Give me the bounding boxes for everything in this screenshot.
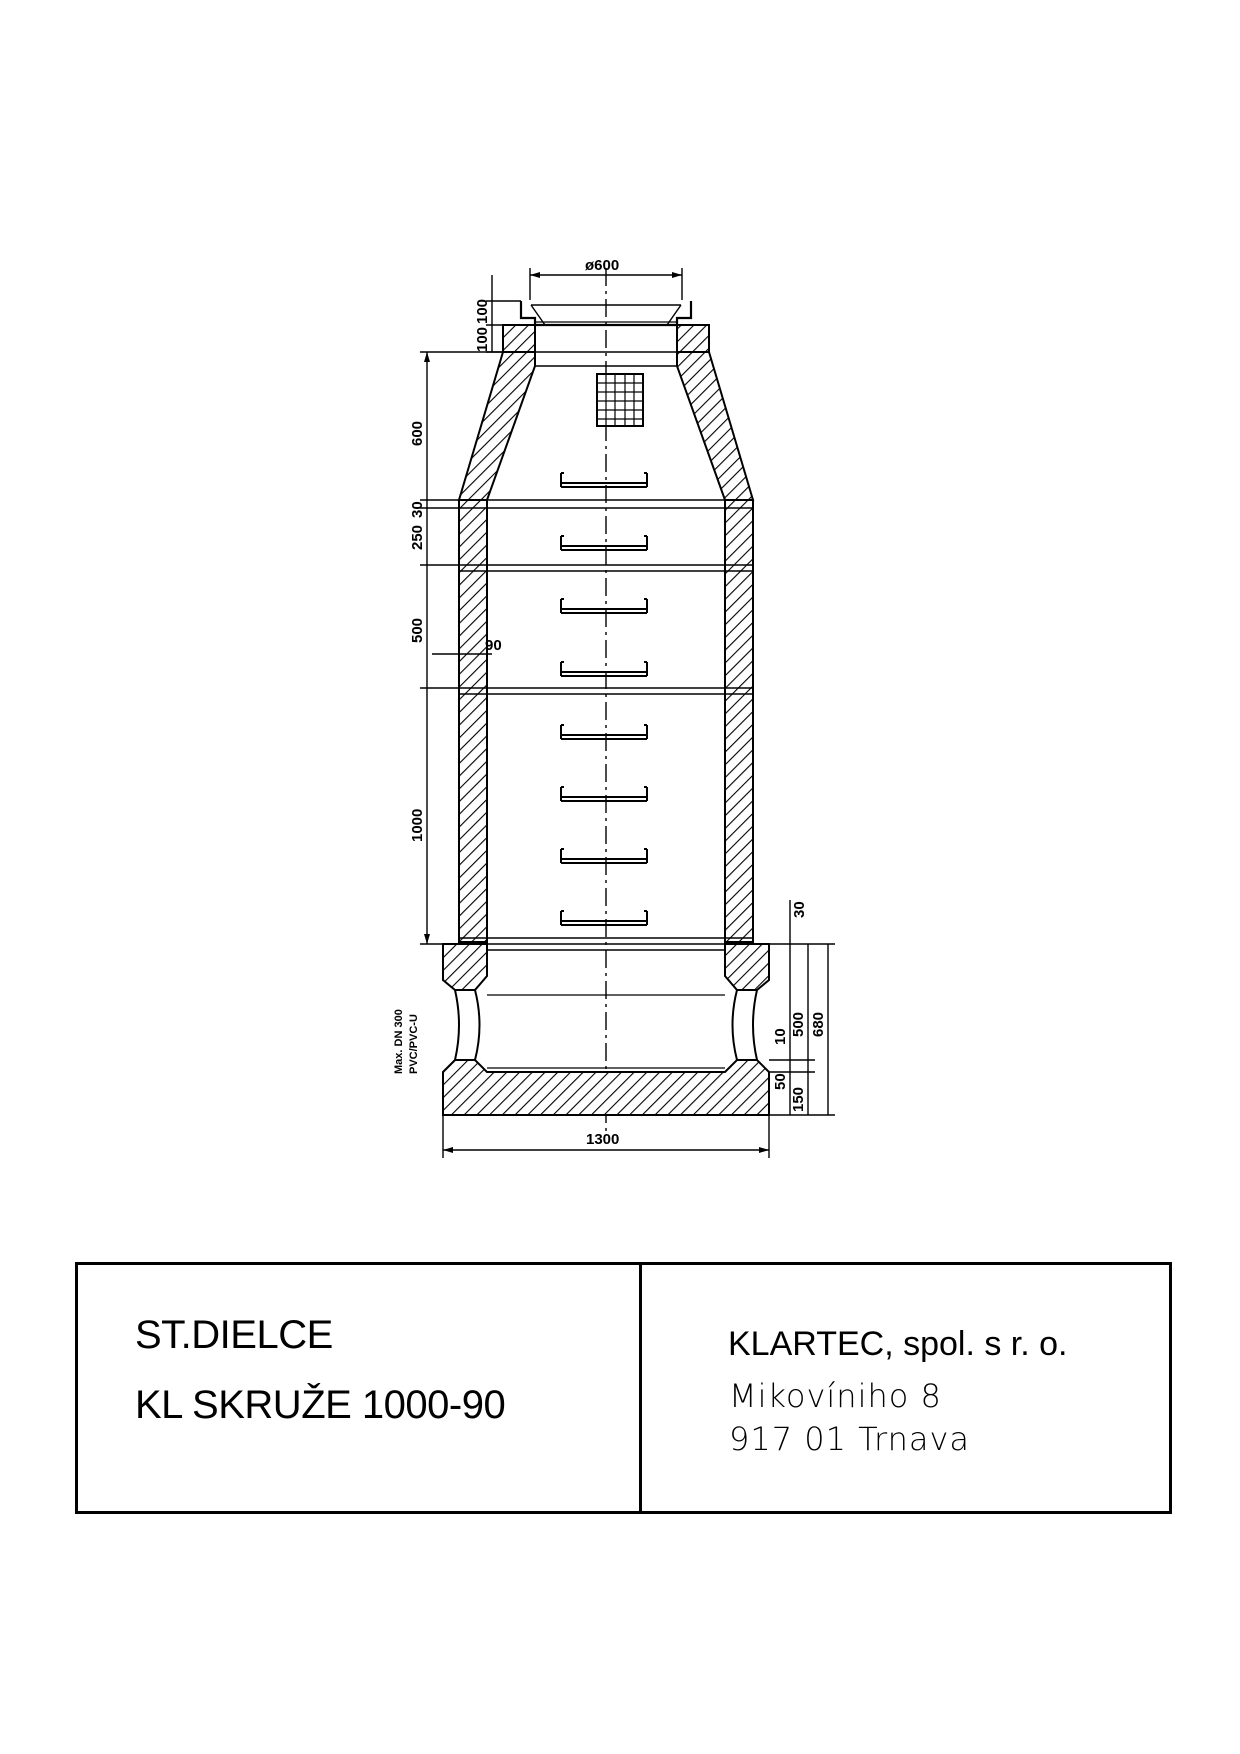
dim-cover-h2: 100 <box>474 326 491 352</box>
company-name: KLARTEC, spol. s r. o. <box>728 1325 1068 1363</box>
dim-cover-h1: 100 <box>474 298 491 324</box>
dim-base-50: 50 <box>772 1073 789 1090</box>
dim-cover-diameter: ø600 <box>585 257 620 274</box>
dim-ring-large: 1000 <box>409 808 426 842</box>
pipe-note-line1: Max. DN 300 <box>393 1009 405 1074</box>
dim-base-680: 680 <box>810 1011 827 1037</box>
product-name: KL SKRUŽE 1000-90 <box>135 1383 506 1427</box>
dim-base-width: 1300 <box>586 1131 620 1148</box>
dim-base-joint: 30 <box>791 901 808 918</box>
dim-base-500: 500 <box>790 1011 807 1037</box>
ladder-steps <box>561 473 647 925</box>
dim-ring-middle: 500 <box>409 617 426 643</box>
dim-cone-height: 600 <box>409 420 426 446</box>
dim-base-150: 150 <box>790 1086 807 1112</box>
title-block-divider <box>639 1265 642 1511</box>
pipe-note-line2: PVC/PVC-U <box>408 1014 420 1074</box>
company-street: Mikovíniho 8 <box>729 1377 942 1415</box>
dim-wall-thickness: 90 <box>485 637 502 654</box>
company-city: 917 01 Trnava <box>729 1420 971 1458</box>
dim-base-10: 10 <box>772 1028 789 1045</box>
title-block <box>75 1262 1172 1514</box>
dim-ring-small-b: 30 <box>409 501 426 518</box>
access-grate-icon <box>597 374 643 426</box>
dim-ring-small-a: 250 <box>409 524 426 550</box>
shaft-walls <box>459 500 753 942</box>
product-category: ST.DIELCE <box>135 1313 333 1357</box>
